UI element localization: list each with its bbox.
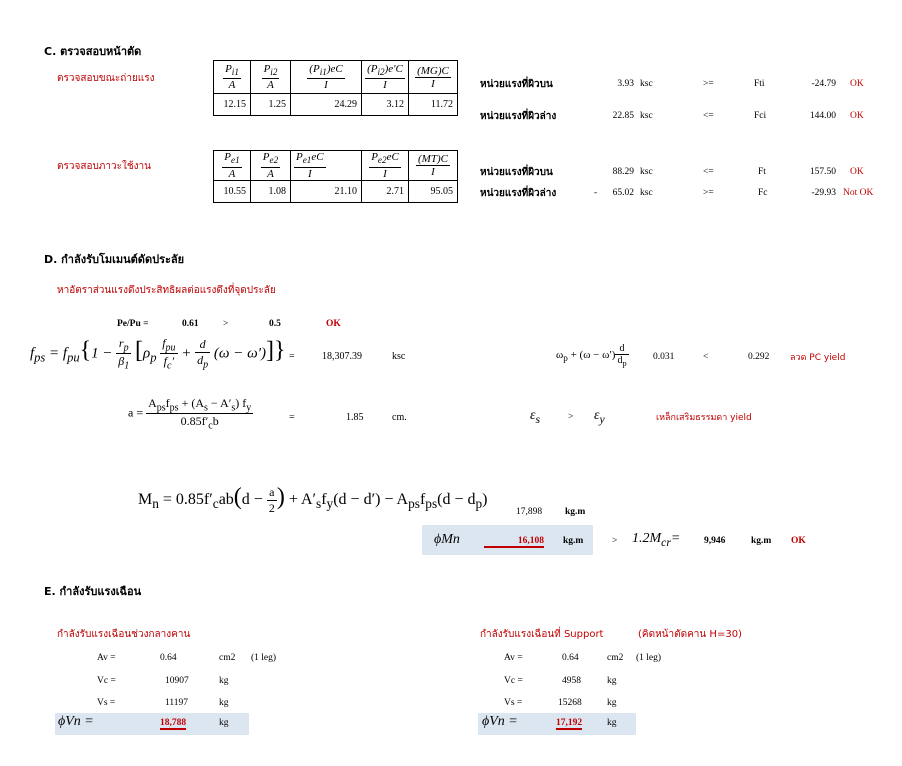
stress-value: 3.93 [617, 79, 634, 89]
section-c-title: C. ตรวจสอบหน้าตัด [44, 45, 142, 58]
mn-value: 17,898 [516, 507, 543, 517]
support-shear-title: กำลังรับแรงเฉือนที่ Support [480, 629, 604, 640]
allowable-label: Fti [754, 79, 765, 89]
check-result: OK [326, 319, 341, 329]
check-result: OK [850, 111, 864, 121]
compare-operator: >= [703, 79, 714, 89]
phi-vn-value: 17,192 [556, 718, 583, 728]
service-check-label: ตรวจสอบภาวะใช้งาน [57, 161, 151, 172]
allowable-value: -24.79 [811, 79, 836, 89]
support-shear-note: (คิดหน้าตัดคาน H=30) [638, 629, 742, 640]
vc-label: Vc = [97, 676, 116, 686]
stress-unit: ksc [640, 167, 653, 177]
pe-pu-limit: 0.5 [269, 319, 281, 329]
vs-label: Vs = [97, 698, 116, 708]
formula-pe1-a: $\frac{P_{e1}}{A}$ [214, 151, 251, 181]
formula-pi1-a: $\frac{P_{i1}}{A}$ [214, 61, 251, 94]
vs-label: Vs = [504, 698, 523, 708]
pe-pu-value: 0.61 [182, 319, 199, 329]
av-unit: cm2 [607, 653, 624, 663]
av-unit: cm2 [219, 653, 236, 663]
check-result: OK [850, 79, 864, 89]
table-cell: 12.15 [214, 94, 251, 116]
vs-unit: kg [607, 698, 617, 708]
check-result: Not OK [843, 188, 874, 198]
omega-limit: 0.292 [748, 352, 770, 362]
a-eq-sign: = [289, 412, 295, 423]
av-value: 0.64 [562, 653, 579, 663]
omega-value: 0.031 [653, 352, 675, 362]
compare-operator: <= [703, 167, 714, 177]
table-cell: 95.05 [409, 181, 458, 203]
table-cell: 24.29 [291, 94, 362, 116]
vc-unit: kg [607, 676, 617, 686]
service-stress-table [213, 150, 458, 203]
stress-value: 88.29 [612, 167, 634, 177]
fps-equation: $f_{ps} = f_{pu}\{1$ − $\frac{r_p}{\beta_1}$ [$\rho_p$ $f_{pu}$ $f_c'$ + $\frac{d}{d_p}$ (ω − ω′)]} [30, 336, 286, 372]
stress-unit: ksc [640, 111, 653, 121]
stress-value: 65.02 [612, 188, 634, 198]
vs-value: 15268 [558, 698, 582, 708]
table-cell: 2.71 [362, 181, 409, 203]
section-d-subtitle: หาอัตราส่วนแรงดึงประสิทธิผลต่อแรงดึงที่จุดประลัย [57, 285, 276, 296]
a-equation: a = $A_{ps}f_{ps} + (A_s - A'_s)$ $f_y$ $0.85f'_cb$ [128, 396, 252, 432]
check-result: OK [850, 167, 864, 177]
phi-mn-value: 16,108 [484, 536, 544, 548]
av-note: (1 leg) [251, 653, 277, 663]
mn-equation: $M_n = 0.85f'_cab(d$ − $\frac{a}{2}$ ) + $A'_sf_y(d - d') - A_{ps}f_{ps}(d - d_p)$ [138, 484, 488, 515]
mid-shear-title: กำลังรับแรงเฉือนช่วงกลางคาน [57, 629, 191, 640]
a-value: 1.85 [346, 412, 364, 423]
stress-location-top: หน่วยแรงที่ผิวบน [480, 167, 553, 178]
check-result: OK [791, 536, 806, 546]
stress-location-bottom: หน่วยแรงที่ผิวล่าง [480, 111, 557, 122]
formula-pi2ec-i: $\frac{(P_{i2})e'C}{I}$ [362, 61, 409, 94]
mcr-label: $1.2M_{cr}=$ [632, 531, 681, 549]
vc-value: 10907 [165, 676, 189, 686]
fps-value: 18,307.39 [322, 351, 362, 362]
compare-operator: <= [703, 111, 714, 121]
omega-expression: $\omega_p + (\omega - \omega')$ $\frac{d}{d_p}$ [556, 343, 627, 368]
table-cell: 3.12 [362, 94, 409, 116]
table-cell: 10.55 [214, 181, 251, 203]
formula-pe1ec-i: $\frac{P_{e1}eC}{I}$ [291, 151, 362, 181]
phi-vn-value: 18,788 [160, 718, 187, 728]
phi-vn-label: ϕVn = [482, 714, 518, 729]
stress-unit: ksc [640, 79, 653, 89]
epsilon-result: เหล็กเสริมธรรมดา yield [656, 413, 752, 423]
formula-mgc-i: $\frac{(MG)C}{I}$ [409, 61, 458, 94]
phi-vn-label: ϕVn = [58, 714, 94, 729]
formula-pe2-a: $\frac{P_{e2}}{A}$ [251, 151, 291, 181]
section-e-title: E. กำลังรับแรงเฉือน [44, 585, 142, 598]
allowable-value: 157.50 [809, 167, 836, 177]
vc-unit: kg [219, 676, 229, 686]
phi-vn-unit: kg [607, 718, 617, 728]
mcr-unit: kg.m [751, 536, 772, 546]
vs-unit: kg [219, 698, 229, 708]
section-d-title: D. กำลังรับโมเมนต์ดัดประลัย [44, 253, 185, 266]
compare-operator: >= [703, 188, 714, 198]
table-cell: 1.25 [251, 94, 291, 116]
formula-pe2ec-i: $\frac{P_{e2}eC}{I}$ [362, 151, 409, 181]
compare-operator: > [223, 319, 229, 329]
allowable-label: Fci [754, 111, 767, 121]
av-label: Av = [97, 653, 116, 663]
epsilon-y: $\varepsilon_y$ [594, 408, 605, 426]
epsilon-s: $\varepsilon_s$ [530, 408, 541, 426]
a-unit: cm. [392, 412, 407, 423]
allowable-label: Ft [758, 167, 766, 177]
fps-eq-sign: = [289, 351, 295, 362]
mcr-text: 1.2M [632, 531, 662, 546]
stress-sign: - [594, 188, 598, 198]
formula-mtc-i: $\frac{(MT)C}{I}$ [409, 151, 458, 181]
omega-result: ลวด PC yield [790, 353, 846, 363]
table-cell: 1.08 [251, 181, 291, 203]
vs-value: 11197 [165, 698, 189, 708]
av-value: 0.64 [160, 653, 177, 663]
av-note: (1 leg) [636, 653, 662, 663]
stress-location-top: หน่วยแรงที่ผิวบน [480, 79, 553, 90]
compare-operator: > [612, 536, 618, 546]
fps-unit: ksc [392, 351, 406, 362]
phi-mn-label: ϕMn [434, 532, 460, 547]
transfer-stress-table [213, 60, 458, 116]
vc-label: Vc = [504, 676, 523, 686]
stress-unit: ksc [640, 188, 653, 198]
table-cell: 21.10 [291, 181, 362, 203]
pe-pu-label: Pe/Pu = [117, 319, 149, 329]
allowable-label: Fc [758, 188, 768, 198]
formula-pi2-a: $\frac{P_{i2}}{A}$ [251, 61, 291, 94]
formula-pi1ec-i: $\frac{(P_{i1})eC}{I}$ [291, 61, 362, 94]
vc-value: 4958 [562, 676, 581, 686]
stress-value: 22.85 [612, 111, 634, 121]
compare-operator: < [703, 352, 709, 362]
mcr-value: 9,946 [704, 536, 726, 546]
allowable-value: 144.00 [809, 111, 836, 121]
stress-location-bottom: หน่วยแรงที่ผิวล่าง [480, 188, 557, 199]
table-cell: 11.72 [409, 94, 458, 116]
transfer-check-label: ตรวจสอบขณะถ่ายแรง [57, 73, 155, 84]
av-label: Av = [504, 653, 523, 663]
phi-mn-unit: kg.m [563, 536, 584, 546]
allowable-value: -29.93 [811, 188, 836, 198]
compare-operator: > [568, 412, 574, 422]
phi-vn-unit: kg [219, 718, 229, 728]
mn-unit: kg.m [565, 507, 586, 517]
